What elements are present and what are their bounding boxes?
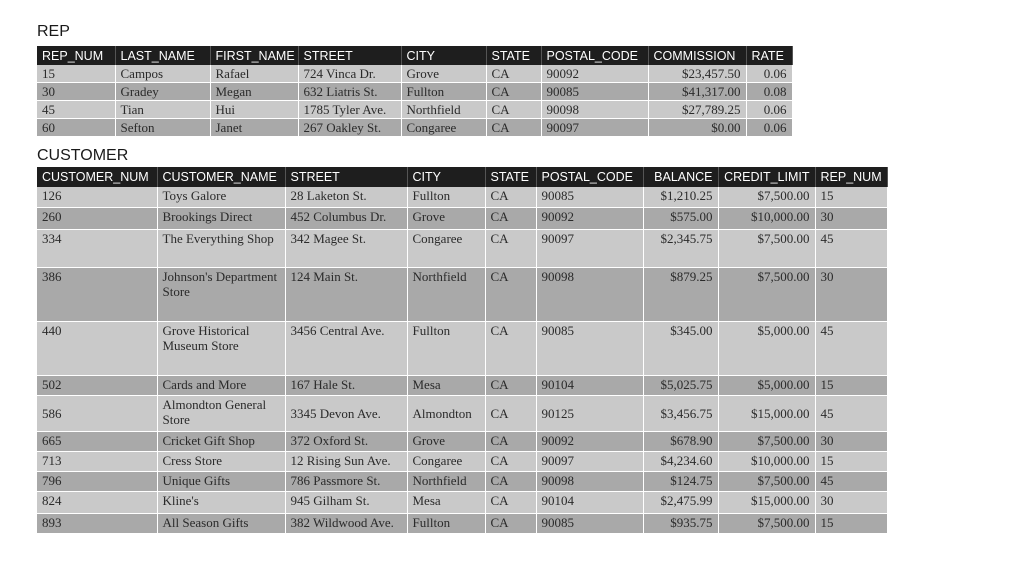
customer-row (37, 471, 887, 491)
rep-table (37, 46, 793, 137)
customer-cell: 382 Wildwood Ave. (285, 513, 407, 533)
customer-col-state: STATE (485, 167, 536, 187)
customer-cell: $2,345.75 (643, 229, 718, 267)
customer-cell: Northfield (407, 471, 485, 491)
customer-cell: The Everything Shop (157, 229, 285, 267)
customer-col-postal-code: POSTAL_CODE (536, 167, 643, 187)
customer-cell: 15 (815, 451, 887, 471)
customer-cell: $2,475.99 (643, 491, 718, 513)
customer-cell: 3456 Central Ave. (285, 321, 407, 375)
customer-cell: 452 Columbus Dr. (285, 207, 407, 229)
customer-cell: Toys Galore (157, 187, 285, 207)
customer-cell: Cricket Gift Shop (157, 431, 285, 451)
customer-cell: Mesa (407, 375, 485, 395)
customer-cell: 945 Gilham St. (285, 491, 407, 513)
customer-cell: CA (485, 513, 536, 533)
rep-cell: 90097 (541, 119, 648, 137)
rep-cell: Rafael (210, 65, 298, 83)
rep-col-last-name: LAST_NAME (115, 46, 210, 65)
customer-cell: $1,210.25 (643, 187, 718, 207)
customer-row (37, 513, 887, 533)
customer-cell: $15,000.00 (718, 395, 815, 431)
customer-cell: $15,000.00 (718, 491, 815, 513)
customer-cell: 126 (37, 187, 157, 207)
customer-cell: 90097 (536, 451, 643, 471)
customer-cell: Mesa (407, 491, 485, 513)
rep-cell: Gradey (115, 83, 210, 101)
customer-cell: Fullton (407, 321, 485, 375)
customer-row (37, 267, 887, 321)
customer-cell: 796 (37, 471, 157, 491)
customer-cell: $124.75 (643, 471, 718, 491)
rep-cell: Tian (115, 101, 210, 119)
customer-cell: $345.00 (643, 321, 718, 375)
rep-cell: 632 Liatris St. (298, 83, 401, 101)
customer-cell: Almondton (407, 395, 485, 431)
customer-cell: 45 (815, 229, 887, 267)
rep-cell: 90098 (541, 101, 648, 119)
rep-cell: CA (486, 65, 541, 83)
rep-col-state: STATE (486, 46, 541, 65)
rep-cell: Fullton (401, 83, 486, 101)
customer-cell: $5,025.75 (643, 375, 718, 395)
rep-row (37, 83, 792, 101)
customer-cell: 45 (815, 321, 887, 375)
rep-cell: 30 (37, 83, 115, 101)
customer-cell: 713 (37, 451, 157, 471)
customer-row (37, 321, 887, 375)
rep-cell: 45 (37, 101, 115, 119)
customer-col-street: STREET (285, 167, 407, 187)
rep-col-city: CITY (401, 46, 486, 65)
customer-cell: 586 (37, 395, 157, 431)
rep-cell: $23,457.50 (648, 65, 746, 83)
customer-cell: CA (485, 229, 536, 267)
customer-cell: Grove (407, 431, 485, 451)
rep-cell: 1785 Tyler Ave. (298, 101, 401, 119)
customer-cell: 90085 (536, 321, 643, 375)
customer-cell: Congaree (407, 229, 485, 267)
customer-table-title: CUSTOMER (37, 147, 129, 164)
customer-cell: $10,000.00 (718, 207, 815, 229)
rep-cell: 90085 (541, 83, 648, 101)
customer-cell: 90085 (536, 513, 643, 533)
rep-cell: Janet (210, 119, 298, 137)
customer-col-customer-name: CUSTOMER_NAME (157, 167, 285, 187)
customer-cell: Grove (407, 207, 485, 229)
customer-cell: 30 (815, 431, 887, 451)
customer-cell: 342 Magee St. (285, 229, 407, 267)
customer-cell: 502 (37, 375, 157, 395)
customer-cell: CA (485, 187, 536, 207)
customer-cell: Fullton (407, 513, 485, 533)
rep-cell: 267 Oakley St. (298, 119, 401, 137)
customer-cell: All Season Gifts (157, 513, 285, 533)
customer-cell: $7,500.00 (718, 431, 815, 451)
rep-cell: $27,789.25 (648, 101, 746, 119)
customer-cell: 90104 (536, 375, 643, 395)
customer-cell: CA (485, 321, 536, 375)
customer-cell: Cress Store (157, 451, 285, 471)
customer-col-balance: BALANCE (643, 167, 718, 187)
customer-cell: $5,000.00 (718, 375, 815, 395)
customer-cell: 45 (815, 471, 887, 491)
customer-row (37, 451, 887, 471)
customer-cell: $5,000.00 (718, 321, 815, 375)
customer-cell: 90098 (536, 471, 643, 491)
customer-cell: 372 Oxford St. (285, 431, 407, 451)
customer-cell: 45 (815, 395, 887, 431)
customer-row (37, 491, 887, 513)
rep-cell: Hui (210, 101, 298, 119)
rep-cell: Northfield (401, 101, 486, 119)
customer-cell: $935.75 (643, 513, 718, 533)
customer-cell: 786 Passmore St. (285, 471, 407, 491)
rep-cell: CA (486, 83, 541, 101)
customer-cell: 15 (815, 375, 887, 395)
customer-row (37, 207, 887, 229)
customer-cell: CA (485, 207, 536, 229)
customer-cell: $4,234.60 (643, 451, 718, 471)
customer-cell: $575.00 (643, 207, 718, 229)
rep-cell: $41,317.00 (648, 83, 746, 101)
customer-cell: Almondton General Store (157, 395, 285, 431)
customer-cell: $3,456.75 (643, 395, 718, 431)
customer-table (37, 167, 888, 534)
rep-row (37, 101, 792, 119)
customer-cell: 90125 (536, 395, 643, 431)
rep-cell: Megan (210, 83, 298, 101)
rep-col-first-name: FIRST_NAME (210, 46, 298, 65)
customer-cell: 90092 (536, 431, 643, 451)
rep-row (37, 65, 792, 83)
rep-cell: 0.06 (746, 65, 792, 83)
rep-cell: 60 (37, 119, 115, 137)
customer-cell: 90097 (536, 229, 643, 267)
rep-cell: Grove (401, 65, 486, 83)
rep-header-row (37, 46, 792, 65)
customer-col-customer-num: CUSTOMER_NUM (37, 167, 157, 187)
customer-row (37, 229, 887, 267)
customer-cell: $7,500.00 (718, 187, 815, 207)
rep-cell: CA (486, 101, 541, 119)
customer-cell: 15 (815, 513, 887, 533)
rep-cell: $0.00 (648, 119, 746, 137)
customer-cell: Northfield (407, 267, 485, 321)
rep-cell: Congaree (401, 119, 486, 137)
customer-cell: CA (485, 431, 536, 451)
customer-cell: Brookings Direct (157, 207, 285, 229)
rep-col-rep-num: REP_NUM (37, 46, 115, 65)
customer-cell: Cards and More (157, 375, 285, 395)
customer-cell: 30 (815, 207, 887, 229)
customer-cell: 124 Main St. (285, 267, 407, 321)
rep-col-commission: COMMISSION (648, 46, 746, 65)
customer-cell: 90104 (536, 491, 643, 513)
customer-cell: 3345 Devon Ave. (285, 395, 407, 431)
customer-cell: $10,000.00 (718, 451, 815, 471)
customer-cell: 30 (815, 267, 887, 321)
customer-cell: CA (485, 267, 536, 321)
customer-cell: 440 (37, 321, 157, 375)
customer-cell: 167 Hale St. (285, 375, 407, 395)
customer-cell: $678.90 (643, 431, 718, 451)
customer-cell: $7,500.00 (718, 471, 815, 491)
customer-cell: CA (485, 375, 536, 395)
customer-cell: 12 Rising Sun Ave. (285, 451, 407, 471)
customer-cell: $7,500.00 (718, 267, 815, 321)
rep-table-title: REP (37, 23, 70, 40)
customer-cell: Congaree (407, 451, 485, 471)
customer-cell: 90098 (536, 267, 643, 321)
customer-cell: 386 (37, 267, 157, 321)
customer-row (37, 375, 887, 395)
customer-col-rep-num: REP_NUM (815, 167, 887, 187)
customer-cell: 334 (37, 229, 157, 267)
customer-cell: 824 (37, 491, 157, 513)
customer-cell: Johnson's Department Store (157, 267, 285, 321)
rep-cell: 724 Vinca Dr. (298, 65, 401, 83)
customer-cell: CA (485, 471, 536, 491)
rep-cell: Sefton (115, 119, 210, 137)
rep-col-street: STREET (298, 46, 401, 65)
customer-cell: $7,500.00 (718, 229, 815, 267)
rep-cell: 0.06 (746, 119, 792, 137)
rep-cell: 90092 (541, 65, 648, 83)
customer-cell: 90092 (536, 207, 643, 229)
customer-col-city: CITY (407, 167, 485, 187)
customer-cell: 15 (815, 187, 887, 207)
customer-row (37, 431, 887, 451)
customer-col-credit-limit: CREDIT_LIMIT (718, 167, 815, 187)
customer-row (37, 187, 887, 207)
rep-cell: 0.06 (746, 101, 792, 119)
customer-header-row (37, 167, 887, 187)
customer-cell: Unique Gifts (157, 471, 285, 491)
customer-cell: Kline's (157, 491, 285, 513)
rep-cell: 0.08 (746, 83, 792, 101)
rep-col-postal-code: POSTAL_CODE (541, 46, 648, 65)
rep-cell: Campos (115, 65, 210, 83)
rep-cell: CA (486, 119, 541, 137)
customer-cell: 260 (37, 207, 157, 229)
customer-row (37, 395, 887, 431)
customer-cell: 30 (815, 491, 887, 513)
customer-cell: 665 (37, 431, 157, 451)
customer-cell: $879.25 (643, 267, 718, 321)
customer-cell: Fullton (407, 187, 485, 207)
rep-col-rate: RATE (746, 46, 792, 65)
customer-cell: Grove Historical Museum Store (157, 321, 285, 375)
customer-cell: 28 Laketon St. (285, 187, 407, 207)
customer-cell: CA (485, 491, 536, 513)
customer-cell: 893 (37, 513, 157, 533)
customer-cell: CA (485, 451, 536, 471)
customer-cell: $7,500.00 (718, 513, 815, 533)
rep-cell: 15 (37, 65, 115, 83)
customer-cell: CA (485, 395, 536, 431)
customer-cell: 90085 (536, 187, 643, 207)
rep-row (37, 119, 792, 137)
